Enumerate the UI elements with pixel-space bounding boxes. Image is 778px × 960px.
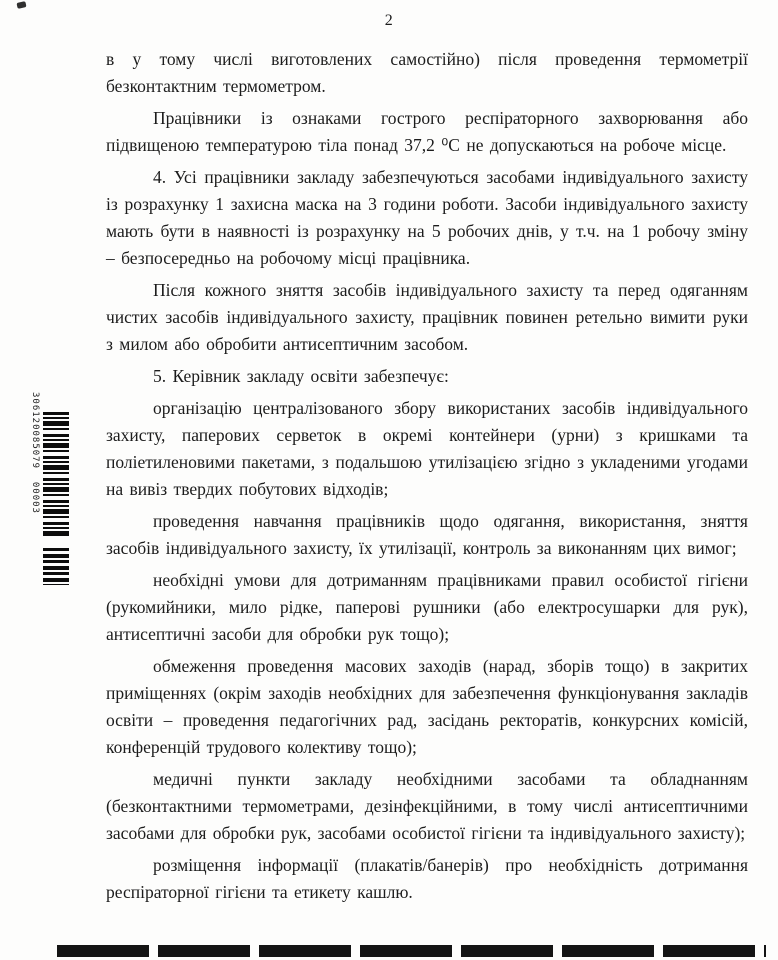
- barcode-bars-icon: [43, 548, 69, 585]
- paragraph-training: проведення навчання працівників щодо одягання, використання, зняття засобів індивідуального захисту, їх утилізації, контроль за виконанням цих вимог;: [106, 511, 748, 558]
- barcode-digits-gap: [30, 469, 40, 482]
- scan-bottom-edge-artifact: [57, 945, 766, 957]
- paragraph-medical-points: медичні пункти закладу необхідними засобами та обладнанням (безконтактними термометрами, дезінфекційними, в тому числі антисептичними засобами для обробки рук, засобами особистої гігієни та індивідуального захисту);: [106, 769, 748, 843]
- scan-corner-speck: [16, 1, 26, 9]
- paragraph-posters-info: розміщення інформації (плакатів/банерів) про необхідність дотримання респіраторної гігієни та етикету кашлю.: [106, 855, 748, 902]
- paragraph-hand-washing: Після кожного зняття засобів індивідуального захисту та перед одяганням чистих засобів індивідуального захисту, працівник повинен ретельно вимити руки з милом або обробити антисептичним засобом.: [106, 280, 748, 354]
- barcode-digits-tail: 00003: [30, 481, 40, 514]
- paragraph-workers-symptoms: Працівники із ознаками гострого респіраторного захворювання або підвищеною температурою тіла понад 37,2 ⁰С не допускаються на робоче місце.: [106, 108, 748, 155]
- barcode: [30, 390, 72, 585]
- paragraph-waste-collection: організацію централізованого збору використаних засобів індивідуального захисту, паперових серветок в окремі контейнери (урни) з кришками та поліетиленовими пакетами, з подальшою утилізацією згідно з укладеними угодами на вивіз твердих побутових відходів;: [106, 398, 748, 499]
- paragraph-item-5-heading: 5. Керівник закладу освіти забезпечує:: [153, 366, 449, 386]
- barcode-digits-main: 306120085079: [30, 392, 40, 470]
- barcode-bars-icon: [43, 412, 69, 537]
- paragraph-mass-events-limit: обмеження проведення масових заходів (нарад, зборів тощо) в закритих приміщеннях (окрім заходів необхідних для забезпечення функціонування закладів освіти – проведення педагогічних рад, засідань ректоратів, конкурсних комісій, конференцій трудового колективу тощо);: [106, 656, 748, 757]
- paragraph-item-4: 4. Усі працівники закладу забезпечуються засобами індивідуального захисту із розрахунку 1 захисна маска на 3 години роботи. Засоби індивідуального захисту мають бути в наявності із розрахунку на 5 робочих днів, у т.ч. на 1 робочу зміну – безпосередньо на робочому місці працівника.: [106, 167, 748, 268]
- paragraph-hygiene-conditions: необхідні умови для дотриманням працівниками правил особистої гігієни (рукомийники, мило рідке, паперові рушники (або електросушарки для рук), антисептичні засоби для обробки рук тощо);: [106, 570, 748, 644]
- document-body: [106, 46, 748, 911]
- barcode-digits: [30, 392, 40, 582]
- paragraph-continuation: в у тому числі виготовлених самостійно) після проведення термометрії безконтактним термометром.: [106, 49, 748, 96]
- page-number: 2: [384, 12, 394, 29]
